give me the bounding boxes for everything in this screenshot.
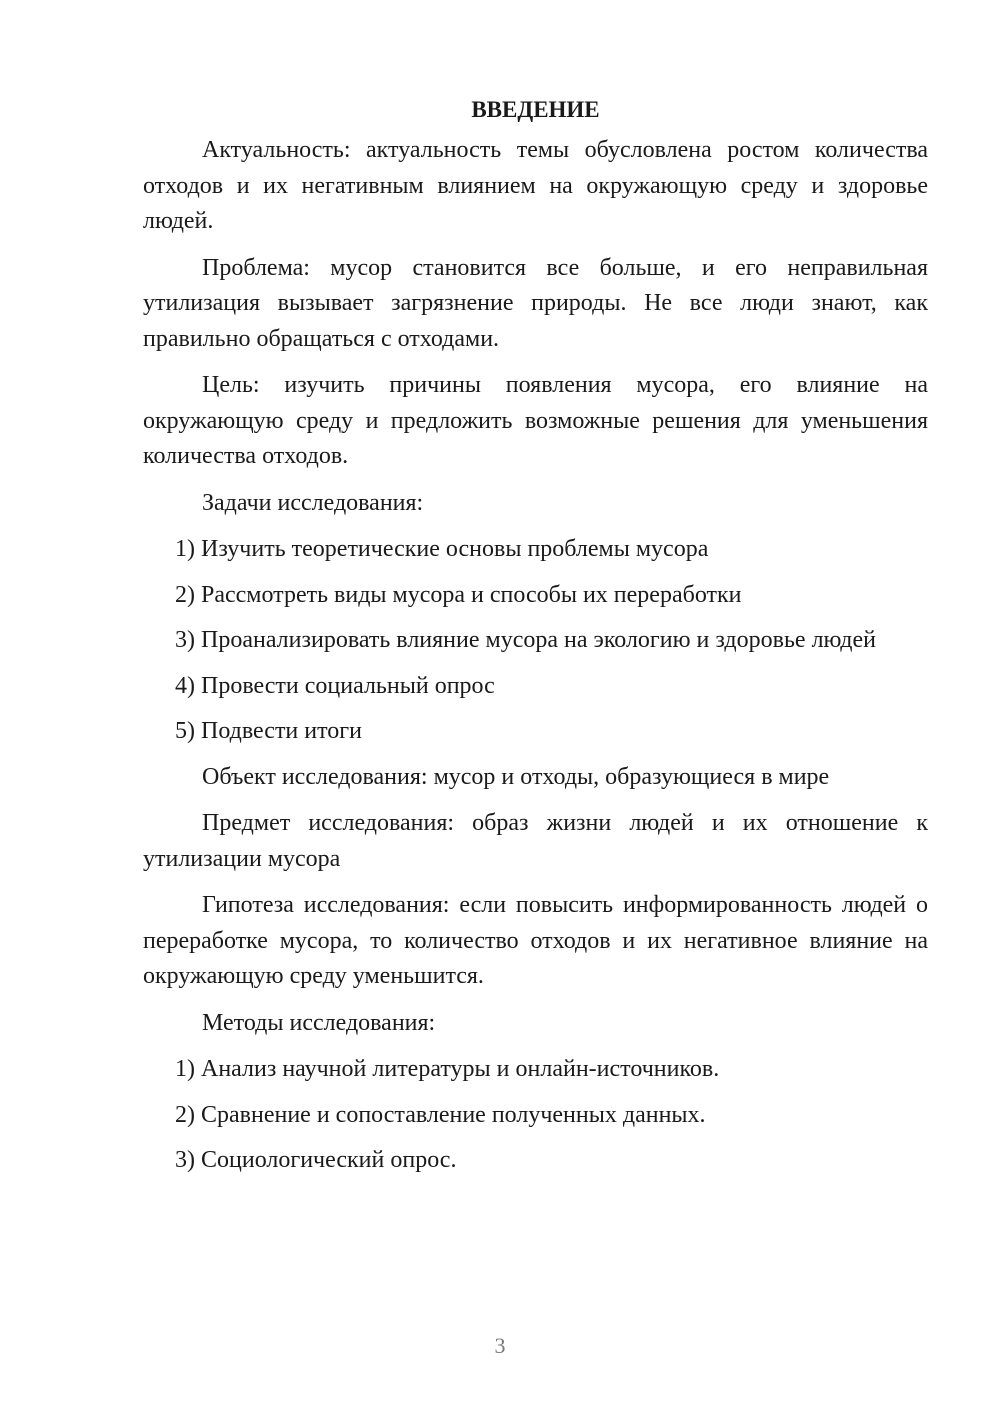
tasks-list (143, 532, 928, 750)
subject-paragraph: Предмет исследования: образ жизни людей и их отношение к утилизации мусора (143, 810, 928, 872)
page-number: 3 (494, 1333, 506, 1358)
list-item: 1) Анализ научной литературы и онлайн-источников. (175, 1056, 720, 1082)
list-item: 2) Рассмотреть виды мусора и способы их переработки (175, 581, 742, 608)
list-item: 1) Изучить теоретические основы проблемы мусора (175, 536, 709, 562)
hypothesis-paragraph: Гипотеза исследования: если повысить информированность людей о переработке мусора, то количество отходов и их негативное влияние на окружающую среду уменьшится. (143, 892, 928, 989)
list-item: 3) Проанализировать влияние мусора на экологию и здоровье людей (175, 627, 876, 653)
relevance-paragraph: Актуальность: актуальность темы обусловлена ростом количества отходов и их негативным влиянием на окружающую среду и здоровье людей. (143, 137, 928, 234)
list-item: 2) Сравнение и сопоставление полученных данных. (175, 1101, 706, 1128)
page-content (143, 92, 928, 1189)
list-item: 4) Провести социальный опрос (175, 672, 495, 699)
methods-list (143, 1052, 928, 1179)
problem-paragraph: Проблема: мусор становится все больше, и его неправильная утилизация вызывает загрязнение природы. Не все люди знают, как правильно обращаться с отходами. (143, 254, 928, 352)
methods-title: Методы исследования: (202, 1009, 436, 1036)
list-item: 3) Социологический опрос. (175, 1147, 457, 1173)
object-paragraph: Объект исследования: мусор и отходы, образующиеся в мире (202, 763, 830, 790)
goal-paragraph: Цель: изучить причины появления мусора, его влияние на окружающую среду и предложить возможные решения для уменьшения количества отходов. (143, 372, 928, 469)
list-item: 5) Подвести итоги (175, 718, 362, 744)
tasks-title: Задачи исследования: (202, 489, 424, 516)
section-heading: ВВЕДЕНИЕ (471, 97, 600, 122)
